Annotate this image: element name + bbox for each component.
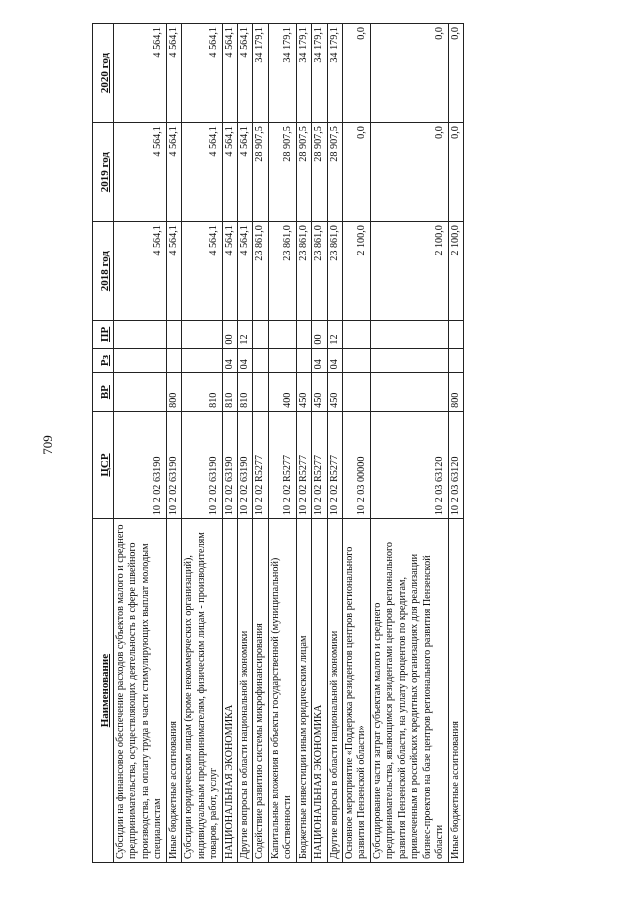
cell-2019: 0,0 [448,123,463,222]
cell-vr: 810 [182,373,222,412]
cell-rz [114,348,167,373]
cell-rz [182,348,222,373]
cell-name: Основное мероприятие «Поддержка резидентов центров регионального развития Пензенской области» [343,519,371,863]
cell-2019: 4 564,1 [114,123,167,222]
cell-2018: 23 861,0 [296,222,311,321]
cell-rz [370,348,448,373]
cell-vr: 450 [312,373,327,412]
table-row [114,24,167,863]
table-row [296,24,311,863]
cell-vr: 810 [222,373,237,412]
cell-name: Капитальные вложения в объекты государственной (муниципальной) собственности [268,519,296,863]
cell-rz: 04 [222,348,237,373]
cell-2018: 2 100,0 [343,222,371,321]
cell-2019: 4 564,1 [222,123,237,222]
cell-2018: 2 100,0 [448,222,463,321]
cell-rz [448,348,463,373]
cell-csr: 10 2 02 R5277 [253,411,268,518]
cell-pr [296,321,311,349]
cell-pr [268,321,296,349]
cell-csr: 10 2 03 00000 [343,411,371,518]
cell-2020: 34 179,1 [296,24,311,123]
cell-pr [448,321,463,349]
cell-2020: 4 564,1 [114,24,167,123]
cell-2018: 23 861,0 [312,222,327,321]
header-rz: Рз [93,348,114,373]
cell-rz [296,348,311,373]
cell-vr: 800 [166,373,181,412]
cell-2020: 34 179,1 [327,24,342,123]
cell-2020: 0,0 [370,24,448,123]
cell-pr: 00 [312,321,327,349]
cell-2020: 4 564,1 [166,24,181,123]
cell-csr: 10 2 02 63190 [166,411,181,518]
cell-2020: 34 179,1 [253,24,268,123]
cell-csr: 10 2 02 63190 [182,411,222,518]
cell-2018: 23 861,0 [327,222,342,321]
cell-csr: 10 2 03 63120 [370,411,448,518]
cell-vr [253,373,268,412]
table-row [327,24,342,863]
cell-2018: 2 100,0 [370,222,448,321]
cell-2020: 4 564,1 [182,24,222,123]
cell-pr [114,321,167,349]
header-2018: 2018 год [93,222,114,321]
cell-name: Субсидирование части затрат субъектам малого и среднего предпринимательства, являющимся резидентами центров регионального развития Пензенской области, на уплату процентов по кредитам, привлеченным в российских кредитных организациях для реализации бизнес-проектов на базе центров регионального развития Пензенской области [370,519,448,863]
cell-vr: 450 [296,373,311,412]
cell-csr: 10 2 02 R5277 [327,411,342,518]
cell-name: Иные бюджетные ассигнования [166,519,181,863]
cell-vr [370,373,448,412]
cell-2019: 28 907,5 [327,123,342,222]
cell-2020: 34 179,1 [312,24,327,123]
cell-name: НАЦИОНАЛЬНАЯ ЭКОНОМИКА [312,519,327,863]
table-row [312,24,327,863]
cell-pr: 12 [237,321,252,349]
cell-name: Субсидии юридическим лицам (кроме некоммерческих организаций), индивидуальным предпринимателям, физическим лицам - производителям товаров, работ, услуг [182,519,222,863]
cell-pr [182,321,222,349]
table-row [268,24,296,863]
cell-2019: 28 907,5 [268,123,296,222]
cell-pr [166,321,181,349]
cell-csr: 10 2 02 63190 [114,411,167,518]
cell-name: НАЦИОНАЛЬНАЯ ЭКОНОМИКА [222,519,237,863]
cell-2019: 0,0 [370,123,448,222]
table-row [182,24,222,863]
cell-pr [343,321,371,349]
header-2019: 2019 год [93,123,114,222]
cell-2020: 0,0 [343,24,371,123]
budget-table-sheet [92,3,640,863]
cell-pr [370,321,448,349]
cell-csr: 10 2 02 63190 [237,411,252,518]
table-row [370,24,448,863]
cell-2019: 4 564,1 [237,123,252,222]
cell-name: Другие вопросы в области национальной экономики [327,519,342,863]
cell-vr: 400 [268,373,296,412]
cell-rz: 04 [327,348,342,373]
cell-vr: 450 [327,373,342,412]
cell-rz [343,348,371,373]
cell-csr: 10 2 02 R5277 [268,411,296,518]
cell-csr: 10 2 02 R5277 [296,411,311,518]
header-csr: ЦСР [93,411,114,518]
cell-vr: 800 [448,373,463,412]
header-vr: ВР [93,373,114,412]
header-pr: ПР [93,321,114,349]
cell-vr [343,373,371,412]
cell-2019: 28 907,5 [296,123,311,222]
cell-rz [166,348,181,373]
cell-vr: 810 [237,373,252,412]
cell-2019: 4 564,1 [166,123,181,222]
cell-2018: 23 861,0 [268,222,296,321]
table-row [237,24,252,863]
cell-2018: 4 564,1 [166,222,181,321]
cell-rz: 04 [312,348,327,373]
table-row [448,24,463,863]
cell-2020: 34 179,1 [268,24,296,123]
header-name: Наименование [93,519,114,863]
cell-2020: 4 564,1 [222,24,237,123]
table-header-row [93,24,114,863]
cell-csr: 10 2 03 63120 [448,411,463,518]
cell-rz [268,348,296,373]
table-row [222,24,237,863]
table-row [253,24,268,863]
cell-csr: 10 2 02 R5277 [312,411,327,518]
cell-pr: 12 [327,321,342,349]
cell-name: Бюджетные инвестиции иным юридическим лицам [296,519,311,863]
cell-2019: 28 907,5 [312,123,327,222]
cell-2020: 0,0 [448,24,463,123]
cell-2019: 28 907,5 [253,123,268,222]
cell-name: Другие вопросы в области национальной экономики [237,519,252,863]
cell-pr: 00 [222,321,237,349]
cell-2018: 4 564,1 [222,222,237,321]
cell-vr [114,373,167,412]
budget-table [92,23,464,863]
cell-pr [253,321,268,349]
cell-name: Субсидии на финансовое обеспечение расходов субъектов малого и среднего предпринимательства, осуществляющих деятельность в сфере швейного производства, на оплату труда в части стимулирующих выплат молодым специалистам [114,519,167,863]
cell-csr: 10 2 02 63190 [222,411,237,518]
header-2020: 2020 год [93,24,114,123]
cell-2018: 4 564,1 [237,222,252,321]
cell-name: Иные бюджетные ассигнования [448,519,463,863]
page-number: 709 [40,435,55,455]
cell-2018: 4 564,1 [182,222,222,321]
table-row [166,24,181,863]
table-row [343,24,371,863]
cell-2018: 23 861,0 [253,222,268,321]
cell-2020: 4 564,1 [237,24,252,123]
cell-2019: 4 564,1 [182,123,222,222]
cell-name: Содействие развитию системы микрофинансирования [253,519,268,863]
cell-2019: 0,0 [343,123,371,222]
cell-rz [253,348,268,373]
cell-rz: 04 [237,348,252,373]
cell-2018: 4 564,1 [114,222,167,321]
